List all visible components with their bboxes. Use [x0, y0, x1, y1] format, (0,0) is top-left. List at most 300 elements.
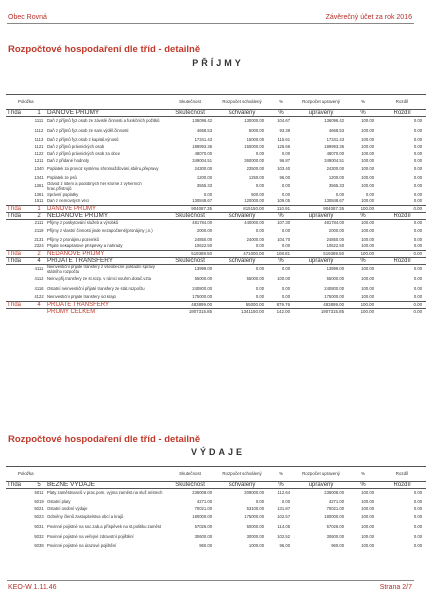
- skutecnost-cell: 136096.42: [192, 118, 213, 124]
- rozdil-cell: 0.00: [413, 276, 423, 282]
- label-cell: Poplatek za provoz systému shromažďování,sběru,přepravy: [47, 166, 159, 172]
- table-row: [6, 165, 426, 175]
- col-polozka: Položka: [6, 95, 164, 110]
- code-cell: 2131: [34, 236, 44, 242]
- trida-cell: Třída: [6, 206, 32, 213]
- trida-cell: [6, 265, 32, 275]
- pct-cell: 114.05: [277, 524, 291, 530]
- vydaje-section-title: Rozpočtové hospodaření dle tříd - detailně: [8, 434, 201, 445]
- trida-cell: Třída: [6, 251, 32, 258]
- vydaje-section-subtitle: VÝDAJE: [190, 447, 245, 457]
- pct2-cell: 100.00: [361, 243, 375, 249]
- trida-cell: [6, 275, 32, 285]
- upraveny-cell: 70021.00: [326, 505, 345, 511]
- code-cell: 5031: [34, 524, 44, 530]
- label-cell: Platy zaměstnanců v prac.pom. vyjma zaměst.na služ.místech: [47, 490, 163, 496]
- label-cell: Neinvestiční přijaté transfery od krajů: [47, 294, 116, 300]
- pct-cell: %: [268, 258, 294, 265]
- label-cell: Daň z příjmů fyz.osob z kapitál.výnosů: [47, 136, 119, 142]
- label-cell: Daň z přidané hodnoty: [47, 157, 90, 163]
- trida-cell: [6, 182, 32, 192]
- code-cell: 2119: [34, 228, 44, 234]
- skutecnost-cell: 236008.00: [192, 490, 213, 496]
- pct2-cell: 100.00: [361, 505, 375, 511]
- table-row: [6, 523, 426, 533]
- pct-cell: 104.70: [277, 236, 291, 242]
- upraveny-cell: 4668.53: [328, 128, 345, 134]
- schvaleny-cell: schválený: [216, 110, 268, 117]
- code-cell: 1: [32, 110, 46, 117]
- table-row: [6, 237, 426, 244]
- rozdil-cell: 0.00: [413, 183, 423, 189]
- upraveny-cell: 57026.00: [326, 524, 345, 530]
- skutecnost-cell: 1200.00: [196, 174, 213, 180]
- schvaleny-cell: schválený: [216, 258, 268, 265]
- trida-cell: [6, 543, 32, 550]
- schvaleny-cell: 1000.00: [248, 542, 265, 548]
- rozdil-cell: 0.00: [413, 157, 423, 163]
- rozdil-cell: 0.00: [413, 524, 423, 530]
- pct2-cell: 100.00: [361, 266, 375, 272]
- skutecnost-cell: 4668.53: [196, 128, 213, 134]
- skutecnost-cell: 24300.00: [194, 166, 213, 172]
- skutecnost-cell: 349004.51: [192, 157, 213, 163]
- col-pct: %: [268, 95, 294, 110]
- rozdil-cell: 0.00: [413, 136, 423, 142]
- pct-cell: 0.00: [281, 498, 291, 504]
- rozdil-cell: 0.00: [413, 286, 423, 292]
- schvaleny-cell: 815150.00: [216, 206, 268, 213]
- skutecnost-cell: Skutečnost: [164, 482, 216, 489]
- label-cell: Odměny členů zastupitelstva obcí a krajů: [47, 514, 124, 520]
- header-report-title: Závěrečný účet za rok 2016: [325, 14, 412, 21]
- rozdil-cell: 0.00: [413, 542, 423, 548]
- skutecnost-cell: 30600.00: [194, 534, 213, 540]
- pct-cell: 0.00: [281, 183, 291, 189]
- label-cell: PŘIJATÉ TRANSFERY: [46, 302, 164, 309]
- skutecnost-cell: 180000.00: [192, 514, 213, 520]
- prijmy-column-header: [6, 95, 426, 110]
- skutecnost-cell: 3565.33: [196, 183, 213, 189]
- rozdil-cell: 0.00: [413, 198, 423, 204]
- schvaleny-cell: 175000.00: [244, 514, 265, 520]
- table-row: [6, 285, 426, 295]
- table-row: [6, 244, 426, 251]
- label-cell: Správní poplatky: [47, 191, 79, 197]
- schvaleny-cell: 0.00: [255, 183, 265, 189]
- upraveny-cell: 904087.35: [294, 206, 348, 213]
- table-row: [6, 192, 426, 199]
- col-schvaleny: Rozpočet schválený: [216, 95, 268, 110]
- trida-cell: Třída: [6, 302, 32, 309]
- skutecnost-cell: 481784.00: [192, 219, 213, 225]
- trida-cell: [6, 489, 32, 499]
- skutecnost-cell: 904087.35: [164, 206, 216, 213]
- pct-cell: 96.00: [279, 542, 291, 548]
- code-cell: 5: [32, 482, 46, 489]
- class-total-row: [6, 251, 426, 258]
- rozdil-cell: 0.00: [413, 219, 423, 225]
- table-row: [6, 499, 426, 506]
- pct-cell: 115.61: [277, 136, 291, 142]
- label-cell: Příjmy z vlastní činnosti jinde nezapočtené(pronájmy j.n.): [47, 228, 153, 234]
- schvaleny-cell: 0.00: [255, 266, 265, 272]
- upraveny-cell: 236008.00: [324, 490, 345, 496]
- prijmy-section-title: Rozpočtové hospodaření dle tříd - detailně: [8, 44, 201, 55]
- upraveny-cell: 1200.00: [328, 174, 345, 180]
- label-cell: BĚŽNÉ VÝDAJE: [46, 482, 164, 489]
- code-cell: 1361: [34, 183, 44, 189]
- table-row: [6, 151, 426, 158]
- rozdil-cell: 0.00: [413, 498, 423, 504]
- skutecnost-cell: 0.00: [203, 191, 213, 197]
- label-cell: Příjmy z poskytování služeb a výrobků: [47, 219, 119, 225]
- rozdil-cell: 0.00: [413, 150, 423, 156]
- table-row: [6, 175, 426, 182]
- code-cell: 2: [32, 251, 46, 258]
- table-row: [6, 295, 426, 302]
- label-cell: Poplatek ze psů: [47, 174, 77, 180]
- table-row: [6, 158, 426, 165]
- pct2-cell: %: [348, 482, 378, 489]
- code-cell: 4: [32, 302, 46, 309]
- trida-cell: [6, 523, 32, 533]
- trida-cell: [6, 285, 32, 295]
- trida-cell: [6, 533, 32, 543]
- skutecnost-cell: 240800.00: [192, 286, 213, 292]
- upraveny-cell: 481784.00: [324, 219, 345, 225]
- prijmy-section-subtitle: PŘÍJMY: [192, 58, 244, 68]
- code-cell: 4116: [34, 286, 44, 292]
- pct2-cell: 100.00: [361, 174, 375, 180]
- code-cell: 1121: [34, 143, 44, 149]
- code-cell: 1340: [34, 166, 44, 172]
- schvaleny-cell: 55000.00: [216, 302, 268, 309]
- pct-cell: 93.39: [279, 128, 291, 134]
- schvaleny-cell: 0.00: [255, 243, 265, 249]
- footer-page-number: Strana 2/7: [379, 584, 412, 591]
- code-cell: 1341: [34, 174, 44, 180]
- table-row: [6, 117, 426, 127]
- table-row: [6, 182, 426, 192]
- code-cell: 1511: [34, 198, 44, 204]
- upraveny-cell: 960.00: [331, 542, 345, 548]
- trida-cell: [6, 199, 32, 206]
- schvaleny-cell: 23500.00: [246, 166, 265, 172]
- skutecnost-cell: 10622.50: [194, 243, 213, 249]
- pct2-cell: %: [348, 213, 378, 220]
- skutecnost-cell: 189993.36: [192, 143, 213, 149]
- schvaleny-cell: schválený: [216, 482, 268, 489]
- pct2-cell: 100.00: [361, 542, 375, 548]
- trida-cell: Třída: [6, 110, 32, 117]
- upraveny-cell: 180000.00: [324, 514, 345, 520]
- schvaleny-cell: 50000.00: [246, 524, 265, 530]
- pct2-cell: 100.00: [360, 308, 375, 314]
- trida-cell: [6, 220, 32, 227]
- pct2-cell: 100.00: [361, 219, 375, 225]
- trida-cell: [6, 309, 32, 316]
- rozdil-cell: 0.00: [378, 206, 426, 213]
- upraveny-cell: 13999.00: [326, 266, 345, 272]
- code-cell: 1361: [34, 191, 44, 197]
- upraveny-cell: upravený: [294, 213, 348, 220]
- pct2-cell: 100.00: [361, 236, 375, 242]
- pct-cell: 100.00: [277, 276, 291, 282]
- schvaleny-cell: 150000.00: [244, 143, 265, 149]
- label-cell: Daň z příjmů fyz.osob ze sam.výděl.činnosti: [47, 128, 129, 134]
- rozdil-cell: 0.00: [378, 302, 426, 309]
- pct2-cell: 100.00: [361, 498, 375, 504]
- pct-cell: %: [268, 482, 294, 489]
- skutecnost-cell: 130848.67: [192, 198, 213, 204]
- class-header-row: [6, 110, 426, 117]
- col-upraveny: Rozpočet upravený: [294, 467, 348, 482]
- pct2-cell: 100.00: [348, 302, 378, 309]
- trida-cell: [6, 499, 32, 506]
- label-cell: Ostatní neinvestiční přijaté transfery ze stát.rozpočtu: [47, 286, 145, 292]
- code-cell: 4111: [34, 266, 44, 272]
- rozdil-cell: 0.00: [413, 128, 423, 134]
- pct-cell: 0.00: [281, 228, 291, 234]
- upraveny-cell: 240800.00: [324, 286, 345, 292]
- upraveny-cell: upravený: [294, 110, 348, 117]
- pct-cell: 96.87: [279, 157, 291, 163]
- schvaleny-cell: 30000.00: [246, 534, 265, 540]
- schvaleny-cell: 0.00: [255, 294, 265, 300]
- label-cell: Daň z nemovitých věcí: [47, 198, 90, 204]
- rozdil-cell: 0.00: [413, 143, 423, 149]
- pct2-cell: 100.00: [361, 294, 375, 300]
- rozdil-cell: 0.00: [413, 228, 423, 234]
- pct2-cell: 100.00: [361, 157, 375, 163]
- skutecnost-cell: 57026.00: [194, 524, 213, 530]
- trida-cell: [6, 244, 32, 251]
- code-cell: 5023: [34, 514, 44, 520]
- trida-cell: Třída: [6, 258, 32, 265]
- code-cell: 5011: [34, 490, 44, 496]
- col-polozka: Položka: [6, 467, 164, 482]
- label-cell: NEDAŇOVÉ PŘÍJMY: [46, 213, 164, 220]
- pct2-cell: 100.00: [361, 118, 375, 124]
- pct2-cell: 100.00: [361, 534, 375, 540]
- col-upraveny: Rozpočet upravený: [294, 95, 348, 110]
- trida-cell: [6, 127, 32, 137]
- pct-cell: 112.64: [277, 490, 291, 496]
- rozdil-cell: 0.00: [413, 174, 423, 180]
- pct2-cell: 100.00: [361, 228, 375, 234]
- table-row: [6, 533, 426, 543]
- pct-cell: 107.30: [277, 219, 291, 225]
- upraveny-cell: 136096.42: [324, 118, 345, 124]
- schvaleny-cell: 0.00: [255, 498, 265, 504]
- trida-cell: Třída: [6, 482, 32, 489]
- rozdil-cell: 0.00: [413, 118, 423, 124]
- rozdil-cell: Rozdíl: [378, 258, 426, 265]
- pct-cell: 109.05: [277, 198, 291, 204]
- upraveny-cell: 349004.51: [324, 157, 345, 163]
- pct2-cell: 100.00: [361, 490, 375, 496]
- code-cell: 1122: [34, 150, 44, 156]
- footer-divider: [7, 580, 414, 581]
- upraveny-cell: 10622.50: [326, 243, 345, 249]
- class-header-row: [6, 258, 426, 265]
- trida-cell: [6, 227, 32, 237]
- upraveny-cell: 483899.00: [294, 302, 348, 309]
- pct2-cell: 100.00: [361, 166, 375, 172]
- skutecnost-cell: 175000.00: [192, 294, 213, 300]
- pct-cell: %: [268, 213, 294, 220]
- table-row: [6, 275, 426, 285]
- footer-software-version: KEO-W 1.11.46: [8, 584, 57, 591]
- trida-cell: [6, 137, 32, 144]
- upraveny-cell: 2000.00: [328, 228, 345, 234]
- upraveny-cell: 1907315.85: [320, 308, 345, 314]
- label-cell: Ostatní platy: [47, 498, 71, 504]
- code-cell: 1112: [34, 128, 44, 134]
- code-cell: 2: [32, 213, 46, 220]
- rozdil-cell: 0.00: [378, 251, 426, 258]
- trida-cell: [6, 237, 32, 244]
- label-cell: NEDAŇOVÉ PŘÍJMY: [46, 251, 164, 258]
- upraveny-cell: 3565.33: [328, 183, 345, 189]
- trida-cell: [6, 175, 32, 182]
- rozdil-cell: 0.00: [413, 514, 423, 520]
- table-row: [6, 513, 426, 523]
- col-rozdil: Rozdíl: [378, 95, 426, 110]
- label-cell: Odvod z loterií a podobných her kromě z výherních hrac.přístrojů: [47, 181, 142, 191]
- pct2-cell: 100.00: [361, 276, 375, 282]
- pct-cell: %: [268, 110, 294, 117]
- skutecnost-cell: Skutečnost: [164, 258, 216, 265]
- rozdil-cell: 0.00: [413, 191, 423, 197]
- label-cell: Povinné pojistné na úrazové pojištění: [47, 542, 117, 548]
- table-row: [6, 144, 426, 151]
- upraveny-cell: 30600.00: [326, 534, 345, 540]
- col-pct: %: [268, 467, 294, 482]
- pct-cell: 96.00: [279, 174, 291, 180]
- trida-cell: [6, 513, 32, 523]
- code-cell: 1: [32, 206, 46, 213]
- schvaleny-cell: 1341150.00: [241, 308, 265, 314]
- col-pct2: %: [348, 95, 378, 110]
- upraveny-cell: 55000.00: [326, 276, 345, 282]
- label-cell: Přijaté nekapitálové příspěvky a náhrady: [47, 243, 123, 249]
- skutecnost-cell: Skutečnost: [164, 213, 216, 220]
- table-row: [6, 489, 426, 499]
- pct-cell: 0.00: [281, 243, 291, 249]
- schvaleny-cell: 440000.00: [244, 219, 265, 225]
- pct-cell: 0.00: [281, 294, 291, 300]
- pct-cell: 103.40: [277, 166, 291, 172]
- table-row: [6, 220, 426, 227]
- upraveny-cell: 48070.00: [326, 150, 345, 156]
- code-cell: 4112: [34, 276, 44, 282]
- grand-total-row: [6, 309, 426, 316]
- schvaleny-cell: 53100.00: [246, 505, 265, 511]
- pct2-cell: 100.00: [361, 514, 375, 520]
- pct2-cell: %: [348, 110, 378, 117]
- vydaje-table: [6, 466, 426, 550]
- table-row: [6, 227, 426, 237]
- pct-cell: 0.00: [281, 286, 291, 292]
- table-row: [6, 137, 426, 144]
- pct-cell: 104.67: [277, 118, 291, 124]
- skutecnost-cell: 24850.00: [194, 236, 213, 242]
- prijmy-table: [6, 94, 426, 316]
- code-cell: 4: [32, 258, 46, 265]
- code-cell: 5021: [34, 505, 44, 511]
- trida-cell: [6, 165, 32, 175]
- trida-cell: [6, 192, 32, 199]
- pct-cell: 0.00: [281, 150, 291, 156]
- upraveny-cell: 24850.00: [326, 236, 345, 242]
- pct-cell: 126.66: [277, 143, 291, 149]
- label-cell: Daň z příjmů právnických osob: [47, 143, 105, 149]
- skutecnost-cell: 13999.00: [194, 266, 213, 272]
- skutecnost-cell: 48070.00: [194, 150, 213, 156]
- rozdil-cell: Rozdíl: [378, 110, 426, 117]
- trida-cell: [6, 158, 32, 165]
- schvaleny-cell: 209000.00: [244, 490, 265, 496]
- rozdil-cell: 0.00: [413, 308, 423, 314]
- skutecnost-cell: 960.00: [199, 542, 213, 548]
- label-cell: DAŇOVÉ PŘÍJMY: [46, 206, 164, 213]
- schvaleny-cell: 15000.00: [246, 136, 265, 142]
- pct-cell: 0.00: [281, 191, 291, 197]
- pct-cell: 102.57: [277, 514, 291, 520]
- table-row: [6, 265, 426, 275]
- skutecnost-cell: 4271.00: [196, 498, 213, 504]
- pct-cell: 108.81: [268, 251, 294, 258]
- label-cell: Povinné pojistné na soc.zab.a příspěvek na st.politiku zaměst: [47, 524, 162, 530]
- rozdil-cell: 0.00: [413, 166, 423, 172]
- class-header-row: [6, 482, 426, 489]
- schvaleny-cell: 5000.00: [248, 128, 265, 134]
- header-divider: [7, 23, 414, 24]
- rozdil-cell: 0.00: [413, 534, 423, 540]
- pct-cell: 110.91: [268, 206, 294, 213]
- code-cell: [32, 309, 46, 316]
- table-row: [6, 506, 426, 513]
- upraveny-cell: upravený: [294, 258, 348, 265]
- label-cell: Příjmy z pronájmu pozemků: [47, 236, 99, 242]
- code-cell: 5019: [34, 498, 44, 504]
- skutecnost-cell: 1907315.85: [188, 308, 213, 314]
- pct2-cell: 100.00: [348, 251, 378, 258]
- upraveny-cell: 4271.00: [328, 498, 345, 504]
- skutecnost-cell: Skutečnost: [164, 110, 216, 117]
- trida-cell: [6, 117, 32, 127]
- class-total-row: [6, 206, 426, 213]
- rozdil-cell: Rozdíl: [378, 213, 426, 220]
- pct-cell: 0.00: [281, 266, 291, 272]
- pct-cell: 879.76: [268, 302, 294, 309]
- code-cell: 4122: [34, 294, 44, 300]
- pct-cell: 142.00: [276, 308, 291, 314]
- pct2-cell: 100.00: [361, 128, 375, 134]
- pct2-cell: 100.00: [361, 183, 375, 189]
- schvaleny-cell: 55000.00: [246, 276, 265, 282]
- schvaleny-cell: 120000.00: [244, 198, 265, 204]
- upraveny-cell: 24300.00: [326, 166, 345, 172]
- label-cell: Povinné pojistné na veřejné zdravotní pojištění: [47, 534, 134, 540]
- rozdil-cell: 0.00: [413, 243, 423, 249]
- schvaleny-cell: 360000.00: [244, 157, 265, 163]
- label-cell: Daň z příjmů fyz.osob ze závislé činnosti a funkčních požitků: [47, 118, 160, 124]
- skutecnost-cell: 483899.00: [164, 302, 216, 309]
- pct2-cell: 100.00: [361, 524, 375, 530]
